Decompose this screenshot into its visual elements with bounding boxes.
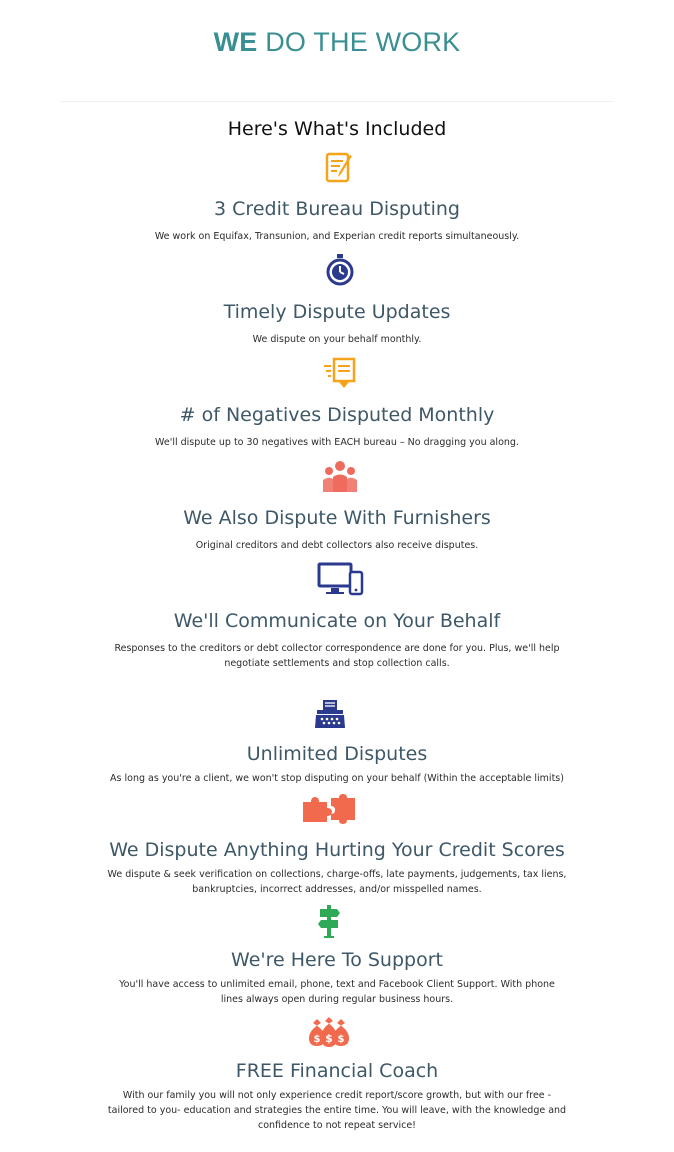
- feature-title: Timely Dispute Updates: [223, 301, 451, 323]
- included-heading: Here's What's Included: [227, 118, 447, 140]
- feature-description: We work on Equifax, Transunion, and Experian credit reports simultaneously.: [154, 231, 520, 242]
- feature-description: You'll have access to unlimited email, phone, text and Facebook Client Support. With phone lines always open during regular business hours.: [119, 979, 555, 1005]
- svg-text:$: $: [325, 1032, 333, 1045]
- group-people-icon: [320, 459, 360, 493]
- feature-description: We dispute & seek verification on collections, charge-offs, late payments, judgements, tax liens, bankruptcies, incorrect addresses, and/or misspelled names.: [107, 869, 567, 895]
- typewriter-icon: [314, 698, 346, 730]
- document-pen-icon: [322, 150, 356, 184]
- feature-title: We'll Communicate on Your Behalf: [173, 610, 501, 632]
- feature-description: With our family you will not only experience credit report/score growth, but with our free -tailored to you- education and strategies the entire time. You will leave, with the knowledge and confidence to not repeat service!: [107, 1090, 567, 1131]
- svg-text:$: $: [337, 1034, 345, 1045]
- feature-title: 3 Credit Bureau Disputing: [214, 198, 460, 220]
- section-divider: [60, 101, 614, 102]
- feature-title: FREE Financial Coach: [235, 1060, 439, 1082]
- devices-icon: [317, 562, 365, 596]
- page-title: [0, 24, 674, 60]
- puzzle-icon: [301, 794, 357, 824]
- feature-title: We're Here To Support: [231, 949, 443, 971]
- feature-title: Unlimited Disputes: [246, 743, 428, 765]
- feature-description: We dispute on your behalf monthly.: [252, 334, 422, 345]
- svg-text:$: $: [313, 1034, 321, 1045]
- signpost-icon: [317, 904, 341, 938]
- feature-description: We'll dispute up to 30 negatives with EACH bureau – No dragging you along.: [155, 437, 519, 448]
- page-title-strong: WE: [213, 27, 258, 57]
- feature-description: As long as you're a client, we won't stop disputing on your behalf (Within the acceptable limits): [110, 773, 564, 784]
- feature-title: We Dispute Anything Hurting Your Credit Scores: [109, 839, 565, 861]
- money-bags-icon: [305, 1016, 353, 1048]
- feature-description: Responses to the creditors or debt collector correspondence are done for you. Plus, we'll help negotiate settlements and stop collection calls.: [114, 643, 560, 669]
- page-title-rest: DO THE WORK: [265, 27, 461, 57]
- stopwatch-icon: [325, 253, 355, 286]
- feature-description: Original creditors and debt collectors also receive disputes.: [195, 540, 479, 551]
- fast-document-icon: [322, 356, 358, 390]
- feature-title: We Also Dispute With Furnishers: [183, 507, 491, 529]
- feature-title: # of Negatives Disputed Monthly: [179, 404, 495, 426]
